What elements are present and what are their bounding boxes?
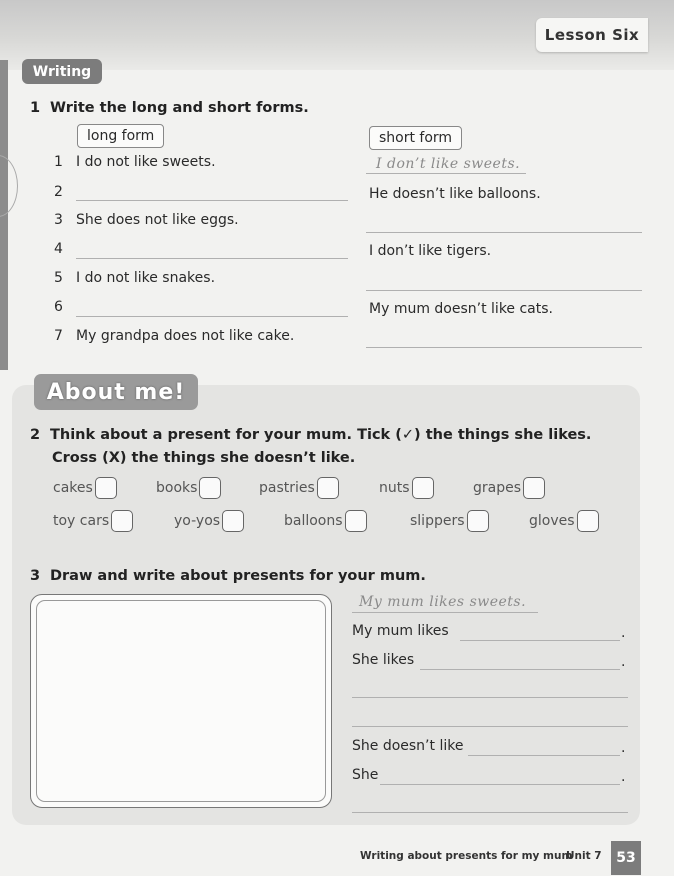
item-label: balloons	[284, 513, 343, 529]
answer-line[interactable]	[468, 755, 620, 756]
tick-item-balloons	[284, 510, 367, 532]
tick-checkbox[interactable]	[317, 477, 339, 499]
period: .	[621, 769, 626, 785]
q1-number: 1	[30, 100, 41, 116]
section-writing-tab: Writing	[22, 59, 102, 84]
item-label: cakes	[53, 480, 93, 496]
tick-item-cakes	[53, 477, 117, 499]
period: .	[621, 654, 626, 670]
item-label: gloves	[529, 513, 575, 529]
answer-line[interactable]	[380, 784, 620, 785]
tick-item-books	[156, 477, 221, 499]
q3-number: 3	[30, 568, 41, 584]
short-form-text: My mum doesn’t like cats.	[369, 301, 553, 317]
tick-checkbox[interactable]	[523, 477, 545, 499]
row-number: 4	[54, 241, 63, 257]
q2-number: 2	[30, 427, 41, 443]
short-form-text: I don’t like tigers.	[369, 243, 492, 259]
q1-instruction: Write the long and short forms.	[50, 100, 309, 116]
q1-heading	[30, 97, 309, 119]
long-form-answer-line[interactable]	[76, 200, 348, 201]
about-me-badge: About me!	[34, 374, 198, 410]
item-label: books	[156, 480, 198, 496]
row-number: 2	[54, 184, 63, 200]
q2-instruction-line2: Cross (X) the things she doesn’t like.	[52, 450, 356, 466]
item-label: pastries	[259, 480, 315, 496]
tick-checkbox[interactable]	[412, 477, 434, 499]
item-label: grapes	[473, 480, 522, 496]
blank-line[interactable]	[352, 726, 628, 727]
binding-mark	[0, 155, 18, 217]
blank-line[interactable]	[352, 697, 628, 698]
short-form-answer-line[interactable]	[366, 290, 642, 291]
sentence-she: She	[352, 767, 379, 783]
example-line	[352, 612, 538, 613]
long-form-answer-line[interactable]	[76, 258, 348, 259]
drawing-area-inner-border	[36, 600, 326, 802]
tick-item-toy-cars	[53, 510, 133, 532]
answer-line[interactable]	[460, 640, 620, 641]
short-form-text: He doesn’t like balloons.	[369, 186, 541, 202]
period: .	[621, 625, 626, 641]
long-form-text: She does not like eggs.	[76, 212, 239, 228]
item-label: nuts	[379, 480, 410, 496]
row-number: 5	[54, 270, 63, 286]
blank-line[interactable]	[352, 812, 628, 813]
page-number: 53	[611, 841, 641, 875]
q2-instruction-line1: Think about a present for your mum. Tick (✓) the things she likes.	[50, 427, 592, 443]
period: .	[621, 740, 626, 756]
answer-line[interactable]	[420, 669, 620, 670]
long-form-text: I do not like snakes.	[76, 270, 216, 286]
item-label: slippers	[410, 513, 465, 529]
long-form-answer-line[interactable]	[76, 316, 348, 317]
sentence-she-doesnt-like: She doesn’t like	[352, 738, 464, 754]
short-form-label: short form	[369, 126, 462, 150]
row-number: 1	[54, 154, 63, 170]
q2-heading	[30, 424, 591, 446]
answer-line	[366, 173, 526, 174]
tick-checkbox[interactable]	[199, 477, 221, 499]
item-label: toy cars	[53, 513, 110, 529]
tick-item-grapes	[473, 477, 545, 499]
q3-example: My mum likes sweets.	[359, 594, 527, 610]
tick-item-pastries	[259, 477, 339, 499]
long-form-text: My grandpa does not like cake.	[76, 328, 295, 344]
row-number: 7	[54, 328, 63, 344]
q3-heading	[30, 565, 426, 587]
long-form-text: I do not like sweets.	[76, 154, 216, 170]
tick-checkbox[interactable]	[111, 510, 133, 532]
tick-checkbox[interactable]	[577, 510, 599, 532]
row-number: 3	[54, 212, 63, 228]
footer-unit: Unit 7	[566, 850, 602, 862]
q3-instruction: Draw and write about presents for your mum.	[50, 568, 426, 584]
item-label: yo-yos	[174, 513, 221, 529]
long-form-label: long form	[77, 124, 164, 148]
tick-item-gloves	[529, 510, 599, 532]
row-number: 6	[54, 299, 63, 315]
tick-checkbox[interactable]	[467, 510, 489, 532]
sentence-she-likes: She likes	[352, 652, 415, 668]
tick-checkbox[interactable]	[345, 510, 367, 532]
tick-checkbox[interactable]	[95, 477, 117, 499]
tick-item-nuts	[379, 477, 434, 499]
short-form-answer-line[interactable]	[366, 347, 642, 348]
tick-checkbox[interactable]	[222, 510, 244, 532]
short-form-example: I don’t like sweets.	[376, 156, 521, 172]
short-form-answer-line[interactable]	[366, 232, 642, 233]
tick-item-slippers	[410, 510, 489, 532]
sentence-my-mum-likes: My mum likes	[352, 623, 449, 639]
lesson-title: Lesson Six	[536, 18, 648, 52]
tick-item-yo-yos	[174, 510, 244, 532]
footer-title: Writing about presents for my mum	[360, 850, 573, 862]
